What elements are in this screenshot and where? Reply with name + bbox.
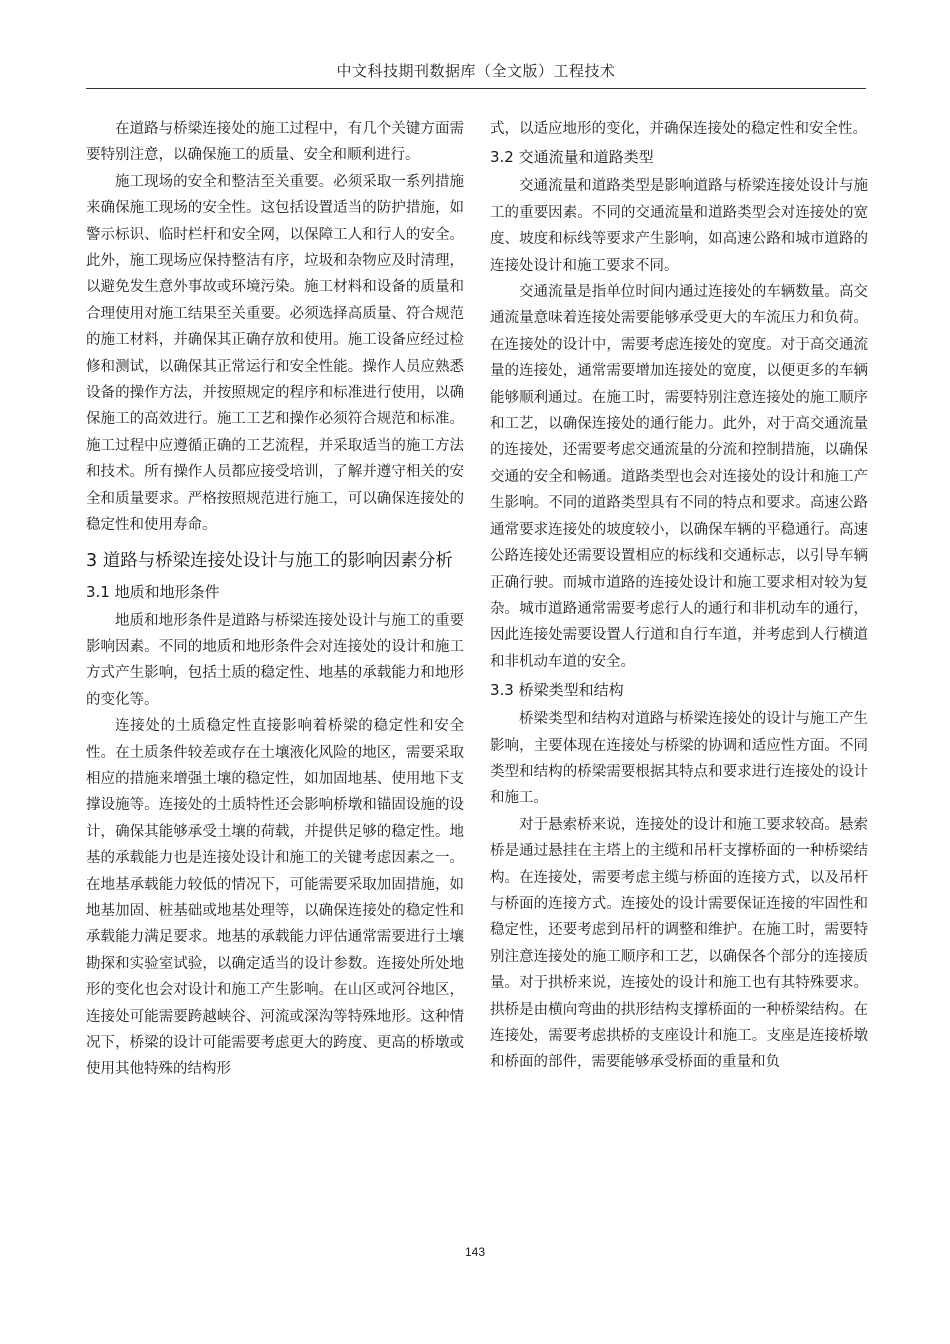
- header-divider: [86, 88, 866, 89]
- right-column: [490, 116, 868, 1076]
- paragraph: 地质和地形条件是道路与桥梁连接处设计与施工的重要影响因素。不同的地质和地形条件会对连接处的设计和施工方式产生影响，包括土质的稳定性、地基的承载能力和地形的变化等。: [86, 612, 464, 708]
- left-column: [86, 116, 464, 1083]
- subsection-heading: 3.2 交通流量和道路类型: [490, 148, 654, 167]
- paragraph: 交通流量和道路类型是影响道路与桥梁连接处设计与施工的重要因素。不同的交通流量和道路类型会对连接处的宽度、坡度和标线等要求产生影响，如高速公路和城市道路的连接处设计和施工要求不同。: [490, 178, 868, 274]
- paragraph: 交通流量是指单位时间内通过连接处的车辆数量。高交通流量意味着连接处需要能够承受更大的车流压力和负荷。在连接处的设计中，需要考虑连接处的宽度。对于高交通流量的连接处，通常需要增加连接处的宽度，以便更多的车辆能够顺利通过。在施工时，需要特别注意连接处的施工顺序和工艺，以确保连接处的通行能力。此外，对于高交通流量的连接处，还需要考虑交通流量的分流和控制措施，以确保交通的安全和畅通。道路类型也会对连接处的设计和施工产生影响。不同的道路类型具有不同的特点和要求。高速公路通常要求连接处的坡度较小，以确保车辆的平稳通行。高速公路连接处还需要设置相应的标线和交通标志，以引导车辆正确行驶。而城市道路的连接处设计和施工要求相对较为复杂。城市道路通常需要考虑行人的通行和非机动车的通行，因此连接处需要设置人行道和自行车道，并考虑到人行横道和非机动车道的安全。: [490, 284, 868, 670]
- subsection-heading: 3.3 桥梁类型和结构: [490, 681, 624, 700]
- subsection-heading: 3.1 地质和地形条件: [86, 582, 220, 601]
- paragraph: 连接处的土质稳定性直接影响着桥梁的稳定性和安全性。在土质条件较差或存在土壤液化风险的地区，需要采取相应的措施来增强土壤的稳定性，如加固地基、使用地下支撑设施等。连接处的土质特性还会影响桥墩和锚固设施的设计，确保其能够承受土壤的荷载，并提供足够的稳定性。地基的承载能力也是连接处设计和施工的关键考虑因素之一。在地基承载能力较低的情况下，可能需要采取加固措施，如地基加固、桩基础或地基处理等，以确保连接处的稳定性和承载能力满足要求。地基的承载能力评估通常需要进行土壤勘探和实验室试验，以确定适当的设计参数。连接处所处地形的变化也会对设计和施工产生影响。在山区或河谷地区，连接处可能需要跨越峡谷、河流或深沟等特殊地形。这种情况下，桥梁的设计可能需要考虑更大的跨度、更高的桥墩或使用其他特殊的结构形: [86, 718, 464, 1078]
- paragraph: 施工现场的安全和整洁至关重要。必须采取一系列措施来确保施工现场的安全性。这包括设置适当的防护措施，如警示标识、临时栏杆和安全网，以保障工人和行人的安全。此外，施工现场应保持整洁有序，垃圾和杂物应及时清理，以避免发生意外事故或环境污染。施工材料和设备的质量和合理使用对施工结果至关重要。必须选择高质量、符合规范的施工材料，并确保其正确存放和使用。施工设备应经过检修和测试，以确保其正常运行和安全性能。操作人员应熟悉设备的操作方法，并按照规定的程序和标准进行使用，以确保施工的高效进行。施工工艺和操作必须符合规范和标准。施工过程中应遵循正确的工艺流程，并采取适当的施工方法和技术。所有操作人员都应接受培训，了解并遵守相关的安全和质量要求。严格按照规范进行施工，可以确保连接处的稳定性和使用寿命。: [86, 173, 464, 534]
- journal-header: 中文科技期刊数据库（全文版）工程技术: [336, 62, 616, 80]
- section-heading: 3 道路与桥梁连接处设计与施工的影响因素分析: [86, 550, 453, 571]
- paragraph: 对于悬索桥来说，连接处的设计和施工要求较高。悬索桥是通过悬挂在主塔上的主缆和吊杆支撑桥面的一种桥梁结构。在连接处，需要考虑主缆与桥面的连接方式，以及吊杆与桥面的连接方式。连接处的设计需要保证连接的牢固性和稳定性，还要考虑到吊杆的调整和维护。在施工时，需要特别注意连接处的施工顺序和工艺，以确保各个部分的连接质量。对于拱桥来说，连接处的设计和施工也有其特殊要求。拱桥是由横向弯曲的拱形结构支撑桥面的一种桥梁结构。在连接处，需要考虑拱桥的支座设计和施工。支座是连接桥墩和桥面的部件，需要能够承受桥面的重量和负: [490, 816, 868, 1071]
- page-number: 143: [464, 1245, 486, 1259]
- paragraph: 桥梁类型和结构对道路与桥梁连接处的设计与施工产生影响，主要体现在连接处与桥梁的协调和适应性方面。不同类型和结构的桥梁需要根据其特点和要求进行连接处的设计和施工。: [490, 711, 868, 807]
- paragraph-continued: 式，以适应地形的变化，并确保连接处的稳定性和安全性。: [490, 121, 867, 137]
- paragraph: 在道路与桥梁连接处的施工过程中，有几个关键方面需要特别注意，以确保施工的质量、安全和顺利进行。: [86, 121, 464, 164]
